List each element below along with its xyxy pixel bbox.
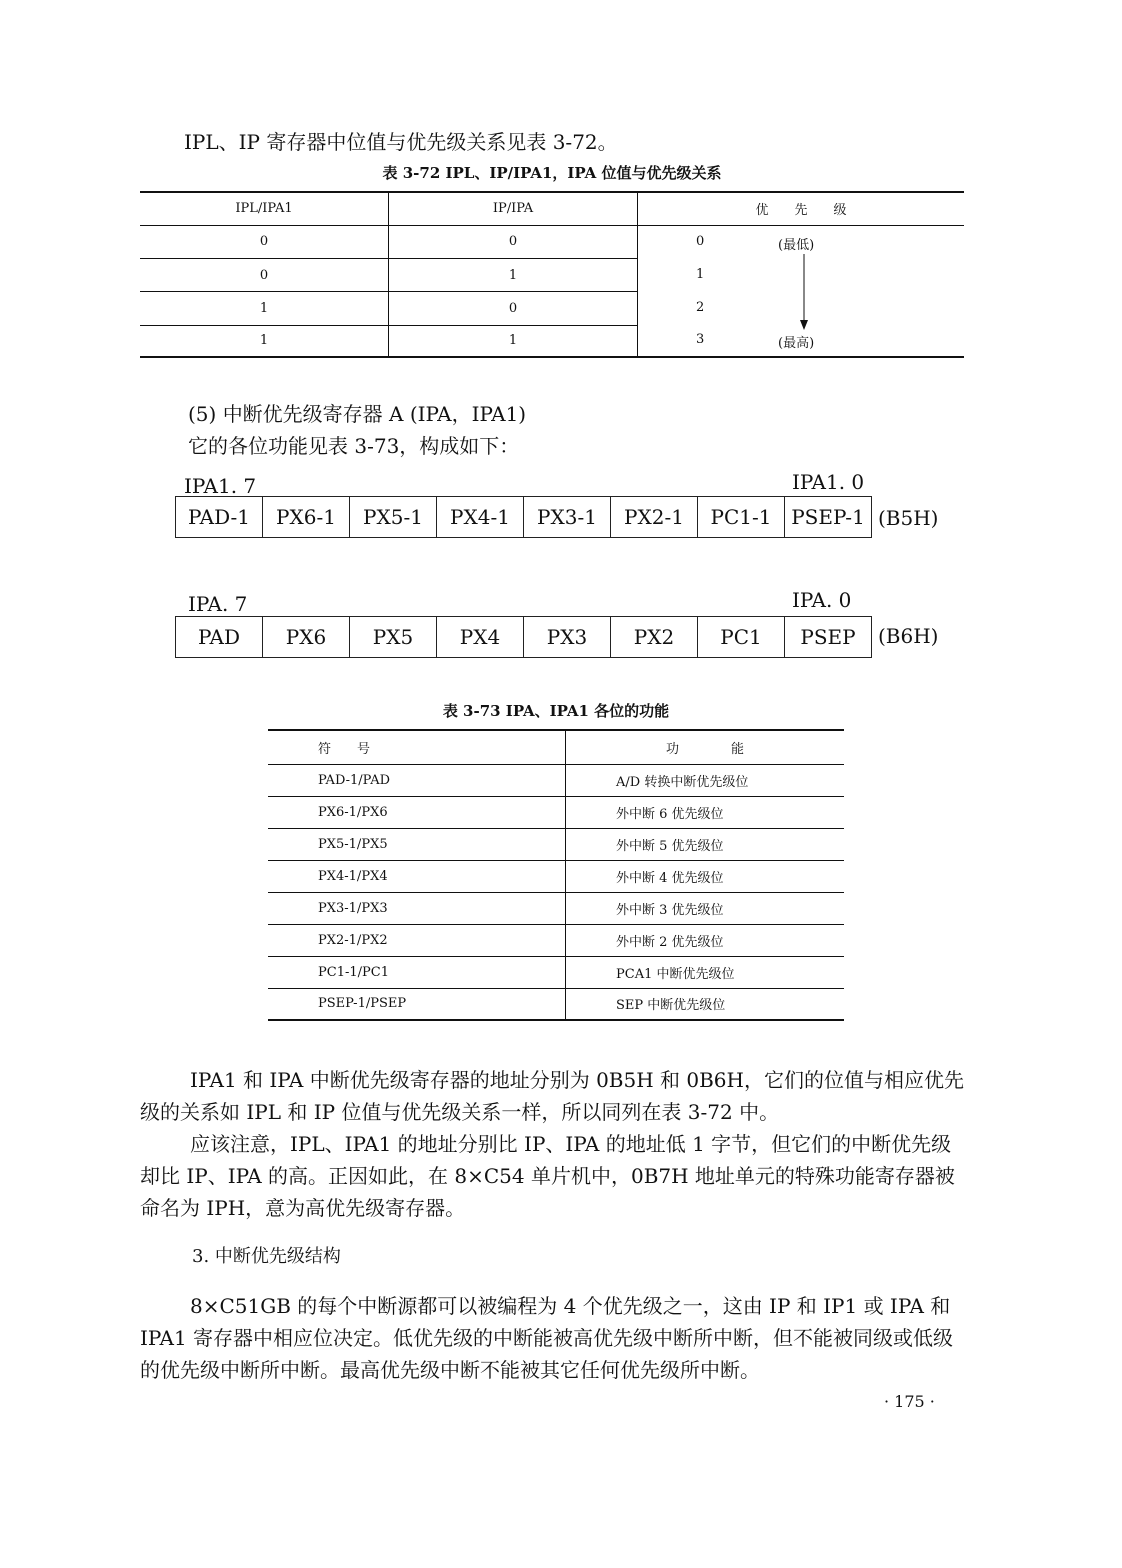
table73-symbol: PSEP-1/PSEP bbox=[268, 988, 566, 1020]
section3-heading: 3. 中断优先级结构 bbox=[192, 1246, 341, 1267]
reg-bit: PX5-1 bbox=[349, 496, 436, 538]
table-row bbox=[140, 225, 964, 258]
table72-cell: 0 bbox=[389, 292, 638, 325]
reg-bit: PSEP bbox=[784, 616, 872, 658]
reg-bit: PX2 bbox=[610, 616, 697, 658]
table-row bbox=[268, 764, 844, 796]
section5-desc: 它的各位功能见表 3-73，构成如下： bbox=[188, 434, 520, 458]
table73-symbol: PX5-1/PX5 bbox=[268, 828, 566, 860]
table73-function: PCA1 中断优先级位 bbox=[566, 956, 845, 988]
table72-priority-cell bbox=[638, 225, 965, 357]
table72-cell: 0 bbox=[140, 225, 389, 258]
table73 bbox=[268, 729, 844, 1021]
page-number: · 175 · bbox=[884, 1392, 935, 1411]
priority-level: 2 bbox=[696, 299, 705, 315]
table73-function: SEP 中断优先级位 bbox=[566, 988, 845, 1020]
reg-bit: PX6-1 bbox=[262, 496, 349, 538]
table73-symbol: PX6-1/PX6 bbox=[268, 796, 566, 828]
table72-cell: 0 bbox=[140, 258, 389, 291]
priority-arrow-icon bbox=[798, 254, 810, 332]
table72-cell: 1 bbox=[140, 292, 389, 325]
reg-bit: PAD-1 bbox=[175, 496, 262, 538]
table73-symbol: PC1-1/PC1 bbox=[268, 956, 566, 988]
reg-bit: PX4-1 bbox=[436, 496, 523, 538]
table-row bbox=[268, 796, 844, 828]
section5-heading: (5) 中断优先级寄存器 A (IPA，IPA1) bbox=[188, 402, 527, 426]
table73-function: A/D 转换中断优先级位 bbox=[566, 764, 845, 796]
reg-ipa-msb-label: IPA. 7 bbox=[188, 592, 248, 616]
reg-bit: PAD bbox=[175, 616, 262, 658]
reg-ipa1-msb-label: IPA1. 7 bbox=[184, 474, 257, 498]
priority-note-lowest: (最低) bbox=[778, 237, 815, 253]
intro-line: IPL、IP 寄存器中位值与优先级关系见表 3-72。 bbox=[184, 130, 618, 154]
table73-caption: 表 3-73 IPA、IPA1 各位的功能 bbox=[442, 702, 670, 720]
priority-level: 3 bbox=[696, 331, 705, 347]
table72-cell: 0 bbox=[389, 225, 638, 258]
paragraph-3: 8×C51GB 的每个中断源都可以被编程为 4 个优先级之一，这由 IP 和 IP1 或 IPA 和 IPA1 寄存器中相应位决定。低优先级的中断能被高优先级中断所中断，但不能被同级或低级的优先级中断所中断。最高优先级中断不能被其它任何优先级所中断。 bbox=[140, 1294, 954, 1382]
priority-level: 1 bbox=[696, 266, 705, 282]
reg-bit: PX4 bbox=[436, 616, 523, 658]
table73-header: 功 能 bbox=[566, 730, 845, 764]
reg-bit: PX2-1 bbox=[610, 496, 697, 538]
table72 bbox=[140, 191, 964, 358]
table73-symbol: PAD-1/PAD bbox=[268, 764, 566, 796]
table72-cell: 1 bbox=[389, 258, 638, 291]
paragraph-2: 应该注意，IPL、IPA1 的地址分别比 IP、IPA 的地址低 1 字节，但它们的中断优先级却比 IP、IPA 的高。正因如此，在 8×C54 单片机中，0B7H 地址单元的特殊功能寄存器被命名为 IPH，意为高优先级寄存器。 bbox=[140, 1132, 955, 1220]
table72-cell: 1 bbox=[140, 325, 389, 356]
table73-header: 符 号 bbox=[268, 730, 566, 764]
reg-bit: PX3-1 bbox=[523, 496, 610, 538]
reg-ipa-lsb-label: IPA. 0 bbox=[792, 588, 852, 612]
reg-bit: PC1 bbox=[697, 616, 784, 658]
table-row bbox=[268, 956, 844, 988]
table73-function: 外中断 4 优先级位 bbox=[566, 860, 845, 892]
table73-symbol: PX2-1/PX2 bbox=[268, 924, 566, 956]
table73-function: 外中断 5 优先级位 bbox=[566, 828, 845, 860]
table72-caption: 表 3-72 IPL、IP/IPA1，IPA 位值与优先级关系 bbox=[382, 164, 722, 182]
table73-symbol: PX3-1/PX3 bbox=[268, 892, 566, 924]
reg-bit: PX5 bbox=[349, 616, 436, 658]
reg-ipa1 bbox=[175, 496, 872, 538]
paragraph-1: IPA1 和 IPA 中断优先级寄存器的地址分别为 0B5H 和 0B6H，它们的位值与相应优先级的关系如 IPL 和 IP 位值与优先级关系一样，所以同列在表 3-72 中。 bbox=[140, 1068, 964, 1124]
reg-bit: PSEP-1 bbox=[784, 496, 872, 538]
table73-function: 外中断 2 优先级位 bbox=[566, 924, 845, 956]
table-row bbox=[268, 828, 844, 860]
table-row bbox=[268, 988, 844, 1020]
reg-bit: PC1-1 bbox=[697, 496, 784, 538]
table72-cell: 1 bbox=[389, 325, 638, 356]
priority-note-highest: (最高) bbox=[778, 335, 815, 351]
priority-level: 0 bbox=[696, 233, 705, 249]
table72-header: 优 先 级 bbox=[638, 192, 965, 225]
table73-function: 外中断 3 优先级位 bbox=[566, 892, 845, 924]
table72-header: IP/IPA bbox=[389, 192, 638, 225]
table-row bbox=[268, 924, 844, 956]
table73-function: 外中断 6 优先级位 bbox=[566, 796, 845, 828]
reg-ipa1-lsb-label: IPA1. 0 bbox=[792, 470, 865, 494]
table72-header: IPL/IPA1 bbox=[140, 192, 389, 225]
table-row bbox=[268, 860, 844, 892]
table-row bbox=[268, 892, 844, 924]
reg-bit: PX6 bbox=[262, 616, 349, 658]
reg-ipa-address: (B6H) bbox=[878, 624, 939, 648]
reg-ipa bbox=[175, 616, 872, 658]
reg-bit: PX3 bbox=[523, 616, 610, 658]
reg-ipa1-address: (B5H) bbox=[878, 506, 939, 530]
table73-symbol: PX4-1/PX4 bbox=[268, 860, 566, 892]
